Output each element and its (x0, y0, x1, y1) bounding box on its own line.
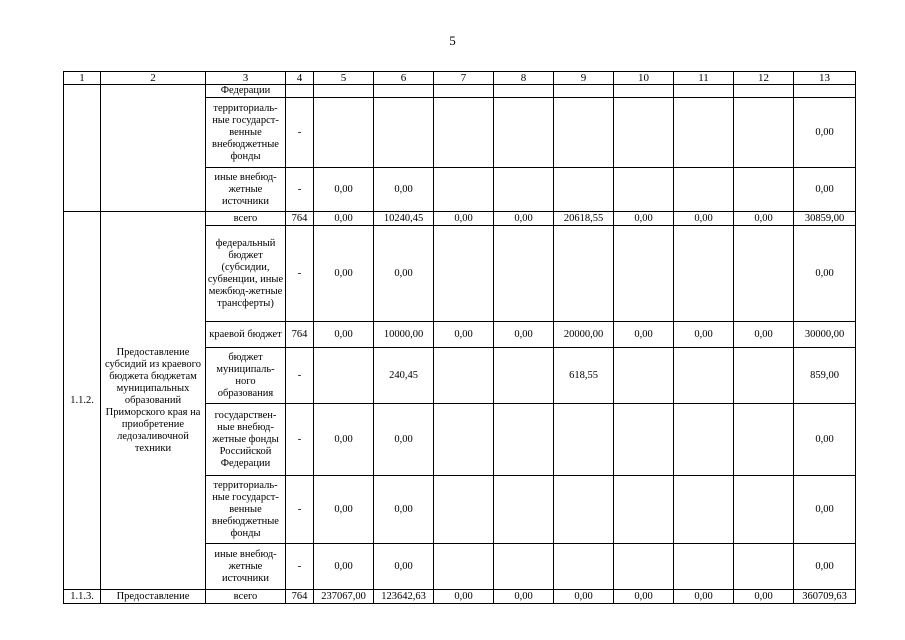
item-code-cell: 1.1.2. (64, 212, 101, 590)
funding-source-cell: краевой бюджет (206, 322, 286, 348)
header-cell: 13 (794, 72, 856, 85)
amount-cell: 0,00 (434, 322, 494, 348)
amount-cell (614, 476, 674, 544)
amount-cell (494, 85, 554, 98)
amount-cell: 20000,00 (554, 322, 614, 348)
header-cell: 1 (64, 72, 101, 85)
amount-cell (674, 168, 734, 212)
amount-cell (494, 168, 554, 212)
amount-cell: 0,00 (374, 404, 434, 476)
amount-cell (434, 98, 494, 168)
amount-cell (734, 168, 794, 212)
table-row (64, 85, 856, 98)
header-cell: 8 (494, 72, 554, 85)
header-cell: 2 (101, 72, 206, 85)
amount-cell (494, 476, 554, 544)
amount-cell (554, 168, 614, 212)
amount-cell: 0,00 (494, 212, 554, 226)
amount-cell: 20618,55 (554, 212, 614, 226)
item-name-cell: Предоставление субсидий из краевого бюджета бюджетам муниципальных образований Приморского края на приобретение ледозаливочной техники (101, 212, 206, 590)
page-number: 5 (449, 33, 456, 48)
amount-cell: 0,00 (794, 544, 856, 590)
amount-cell (614, 544, 674, 590)
amount-cell (734, 85, 794, 98)
amount-cell: 10000,00 (374, 322, 434, 348)
header-cell: 4 (286, 72, 314, 85)
item-code-cell: 1.1.3. (64, 590, 101, 604)
amount-cell (554, 85, 614, 98)
amount-cell (614, 226, 674, 322)
gr-code-cell (286, 85, 314, 98)
amount-cell: 0,00 (614, 590, 674, 604)
amount-cell: 0,00 (494, 322, 554, 348)
header-cell: 11 (674, 72, 734, 85)
amount-cell: 0,00 (614, 322, 674, 348)
amount-cell: 0,00 (434, 212, 494, 226)
gr-code-cell: - (286, 168, 314, 212)
funding-source-cell: государствен-ные внебюд-жетные фонды Российской Федерации (206, 404, 286, 476)
amount-cell (674, 348, 734, 404)
amount-cell (674, 476, 734, 544)
gr-code-cell: - (286, 348, 314, 404)
amount-cell: 0,00 (794, 168, 856, 212)
amount-cell (554, 226, 614, 322)
amount-cell: 0,00 (314, 544, 374, 590)
amount-cell (314, 348, 374, 404)
amount-cell (434, 85, 494, 98)
item-name-cell: Предоставление (101, 590, 206, 604)
amount-cell: 0,00 (314, 212, 374, 226)
amount-cell (434, 476, 494, 544)
amount-cell (374, 98, 434, 168)
amount-cell (674, 226, 734, 322)
amount-cell: 30859,00 (794, 212, 856, 226)
amount-cell: 0,00 (314, 322, 374, 348)
funding-source-cell: бюджет муниципаль-ного образования (206, 348, 286, 404)
amount-cell (434, 226, 494, 322)
amount-cell (674, 544, 734, 590)
amount-cell (674, 85, 734, 98)
amount-cell: 10240,45 (374, 212, 434, 226)
funding-source-cell: территориаль-ные государст-венные внебюджетные фонды (206, 98, 286, 168)
amount-cell: 123642,63 (374, 590, 434, 604)
amount-cell: 0,00 (794, 226, 856, 322)
amount-cell: 0,00 (794, 404, 856, 476)
item-name-cell (101, 85, 206, 212)
amount-cell (494, 348, 554, 404)
funding-source-cell: иные внебюд-жетные источники (206, 544, 286, 590)
amount-cell: 240,45 (374, 348, 434, 404)
amount-cell: 30000,00 (794, 322, 856, 348)
amount-cell (734, 226, 794, 322)
amount-cell (614, 85, 674, 98)
funding-source-cell: всего (206, 590, 286, 604)
amount-cell (734, 98, 794, 168)
gr-code-cell: 764 (286, 212, 314, 226)
amount-cell (614, 98, 674, 168)
amount-cell (494, 98, 554, 168)
gr-code-cell: - (286, 476, 314, 544)
amount-cell (494, 226, 554, 322)
amount-cell: 0,00 (494, 590, 554, 604)
header-cell: 9 (554, 72, 614, 85)
amount-cell (674, 98, 734, 168)
amount-cell: 0,00 (674, 590, 734, 604)
gr-code-cell: - (286, 226, 314, 322)
funding-source-cell: федеральный бюджет (субсидии, субвенции, иные межбюд-жетные трансферты) (206, 226, 286, 322)
amount-cell: 859,00 (794, 348, 856, 404)
amount-cell: 237067,00 (314, 590, 374, 604)
amount-cell (734, 348, 794, 404)
amount-cell: 0,00 (554, 590, 614, 604)
gr-code-cell: - (286, 404, 314, 476)
amount-cell (554, 476, 614, 544)
gr-code-cell: - (286, 98, 314, 168)
amount-cell: 0,00 (374, 476, 434, 544)
amount-cell (434, 168, 494, 212)
amount-cell: 0,00 (674, 322, 734, 348)
amount-cell: 0,00 (734, 590, 794, 604)
header-cell: 5 (314, 72, 374, 85)
amount-cell: 360709,63 (794, 590, 856, 604)
amount-cell (314, 98, 374, 168)
amount-cell: 0,00 (674, 212, 734, 226)
gr-code-cell: - (286, 544, 314, 590)
amount-cell: 0,00 (794, 98, 856, 168)
header-cell: 12 (734, 72, 794, 85)
gr-code-cell: 764 (286, 322, 314, 348)
amount-cell (374, 85, 434, 98)
amount-cell: 0,00 (314, 226, 374, 322)
table-row (64, 590, 856, 604)
amount-cell (494, 544, 554, 590)
amount-cell (434, 404, 494, 476)
budget-table (63, 71, 856, 604)
amount-cell: 0,00 (374, 168, 434, 212)
amount-cell (614, 404, 674, 476)
amount-cell: 0,00 (614, 212, 674, 226)
amount-cell (554, 544, 614, 590)
amount-cell (554, 98, 614, 168)
funding-source-cell: территориаль-ные государст-венные внебюджетные фонды (206, 476, 286, 544)
amount-cell: 0,00 (374, 226, 434, 322)
header-cell: 7 (434, 72, 494, 85)
amount-cell (614, 348, 674, 404)
amount-cell (734, 476, 794, 544)
table-row (64, 212, 856, 226)
amount-cell (314, 85, 374, 98)
funding-source-cell: Федерации (206, 85, 286, 98)
funding-source-cell: всего (206, 212, 286, 226)
amount-cell: 0,00 (314, 168, 374, 212)
amount-cell: 618,55 (554, 348, 614, 404)
amount-cell (734, 404, 794, 476)
amount-cell: 0,00 (314, 476, 374, 544)
amount-cell (434, 544, 494, 590)
gr-code-cell: 764 (286, 590, 314, 604)
header-row (64, 72, 856, 85)
amount-cell: 0,00 (794, 476, 856, 544)
amount-cell (554, 404, 614, 476)
amount-cell: 0,00 (374, 544, 434, 590)
amount-cell: 0,00 (734, 322, 794, 348)
amount-cell (614, 168, 674, 212)
amount-cell (494, 404, 554, 476)
amount-cell (794, 85, 856, 98)
header-cell: 6 (374, 72, 434, 85)
header-cell: 10 (614, 72, 674, 85)
item-code-cell (64, 85, 101, 212)
amount-cell: 0,00 (314, 404, 374, 476)
amount-cell: 0,00 (434, 590, 494, 604)
header-cell: 3 (206, 72, 286, 85)
amount-cell (674, 404, 734, 476)
amount-cell (434, 348, 494, 404)
amount-cell: 0,00 (734, 212, 794, 226)
amount-cell (734, 544, 794, 590)
funding-source-cell: иные внебюд-жетные источники (206, 168, 286, 212)
